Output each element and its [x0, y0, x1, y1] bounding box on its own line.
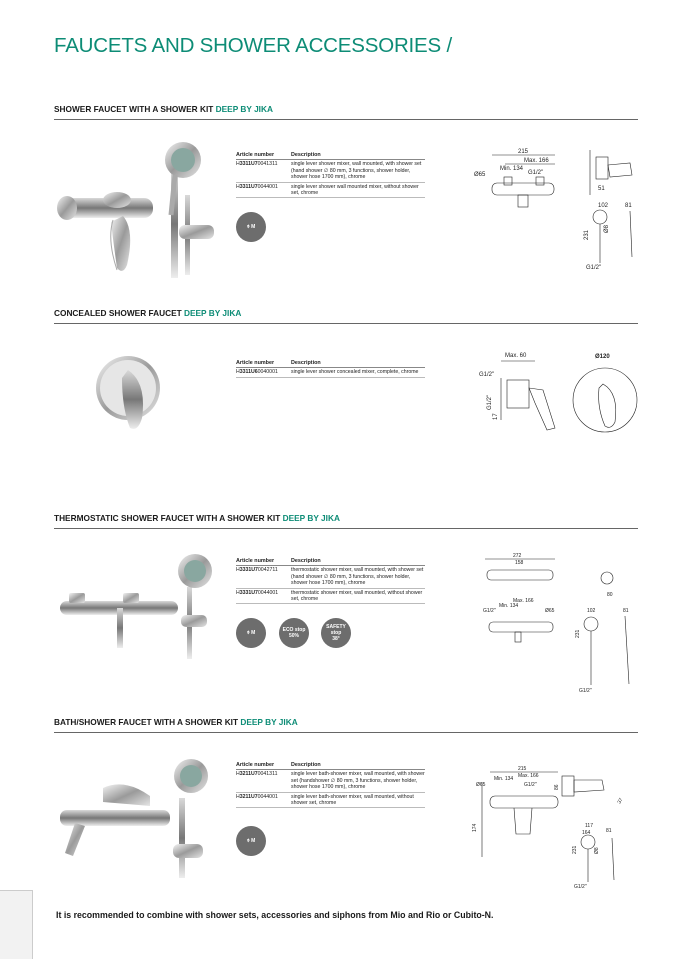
footer-note: It is recommended to combine with shower sets, accessories and siphons from Mio and Rio or Cubito-N. — [56, 910, 494, 920]
svg-text:Ø120: Ø120 — [595, 354, 610, 360]
svg-text:G1/2": G1/2" — [483, 608, 496, 614]
svg-text:Ø8: Ø8 — [604, 224, 610, 233]
svg-text:272: 272 — [513, 553, 522, 559]
table-row: H3311U70044001 single lever shower wall mounted mixer, without shower set, chrome — [236, 183, 425, 199]
svg-text:102: 102 — [587, 608, 596, 614]
section-2-table: Article number Description H3311U60040001 single lever shower concealed mixer, complete, chrome — [236, 360, 425, 378]
svg-text:G1/2": G1/2" — [524, 782, 537, 788]
svg-text:81: 81 — [625, 203, 632, 209]
page-title: FAUCETS AND SHOWER ACCESSORIES / — [54, 34, 452, 57]
svg-text:117: 117 — [585, 823, 593, 829]
svg-text:37: 37 — [616, 797, 625, 805]
section-1-title: SHOWER FAUCET WITH A SHOWER KIT — [54, 104, 216, 114]
section-4-heading — [54, 717, 638, 733]
svg-text:Ø65: Ø65 — [474, 172, 486, 178]
svg-text:158: 158 — [515, 560, 524, 566]
description-header: Description — [291, 152, 321, 158]
svg-text:Max. 166: Max. 166 — [518, 773, 539, 779]
svg-text:Min. 134: Min. 134 — [499, 603, 519, 609]
svg-text:Min. 134: Min. 134 — [500, 166, 524, 172]
svg-text:81: 81 — [623, 608, 629, 614]
svg-text:86: 86 — [554, 784, 560, 790]
section-1-heading — [54, 104, 638, 120]
section-3-heading — [54, 513, 638, 529]
svg-text:G1/2": G1/2" — [487, 394, 493, 410]
svg-text:Ø8: Ø8 — [594, 847, 600, 854]
section-4-brand: DEEP BY JIKA — [240, 717, 298, 727]
thermostatic-faucet-photo — [55, 553, 220, 663]
svg-text:G1/2": G1/2" — [479, 372, 495, 378]
svg-text:17: 17 — [493, 413, 499, 420]
bath-shower-faucet-photo — [55, 758, 220, 883]
section-4-title: BATH/SHOWER FAUCET WITH A SHOWER KIT — [54, 717, 241, 727]
svg-text:Max. 166: Max. 166 — [524, 158, 549, 164]
shower-set-icon: ⌽ M — [236, 618, 266, 648]
table-row: H3331U70042711 thermostatic shower mixer, wall mounted, with shower set (hand shower ∅ 80 mm, 3 functions, shower holder, shower hose 1700 mm), chrome — [236, 566, 425, 588]
concealed-faucet-photo — [92, 348, 164, 440]
svg-text:G1/2": G1/2" — [586, 265, 602, 270]
table-row: H3331U70044001 thermostatic shower mixer, wall mounted, without shower set, chrome — [236, 589, 425, 605]
section-3-brand: DEEP BY JIKA — [282, 513, 340, 523]
section-1-table — [236, 152, 425, 198]
shower-set-icon: ⌽ M — [236, 826, 266, 856]
svg-text:Min. 134: Min. 134 — [494, 776, 514, 782]
page-corner-tab — [0, 890, 33, 959]
bath-shower-faucet-drawing — [470, 762, 655, 890]
section-3-table: Article number Description H3331U70042711 thermostatic shower mixer, wall mounted, with shower set (hand shower ∅ 80 mm, 3 functions, shower holder, shower hose 1700 mm), chrome H3331U70044001 thermostatic shower mixer, wall mounted, without shower set, chrome — [236, 558, 425, 604]
svg-text:164: 164 — [582, 830, 591, 836]
svg-text:231: 231 — [572, 845, 578, 854]
svg-text:102: 102 — [598, 203, 609, 209]
section-2-heading — [54, 308, 638, 324]
table-row: H3211U70044001 single lever bath-shower mixer, wall mounted, without shower set, chrome — [236, 793, 425, 809]
table-row: H3311U60040001 single lever shower concealed mixer, complete, chrome — [236, 368, 425, 377]
section-2-brand: DEEP BY JIKA — [184, 308, 242, 318]
article-number-header: Article number — [236, 152, 275, 158]
table-row: H3311U70041311 single lever shower mixer, wall mounted, with shower set (hand shower ∅ 80 mm, 3 functions, shower holder, shower hose 1700 mm), chrome — [236, 160, 425, 182]
shower-faucet-photo — [55, 140, 220, 280]
thermostatic-faucet-drawing — [475, 550, 655, 695]
svg-text:231: 231 — [584, 229, 590, 240]
svg-text:231: 231 — [575, 629, 581, 638]
svg-text:Max. 166: Max. 166 — [513, 598, 534, 604]
svg-text:81: 81 — [606, 828, 612, 834]
svg-text:Ø65: Ø65 — [545, 608, 555, 614]
svg-text:Ø65: Ø65 — [476, 782, 486, 788]
section-1-brand: DEEP BY JIKA — [215, 104, 273, 114]
svg-text:G1/2": G1/2" — [579, 688, 592, 694]
svg-text:80: 80 — [607, 592, 613, 598]
svg-text:Max. 60: Max. 60 — [505, 353, 527, 359]
svg-text:G1/2": G1/2" — [574, 884, 587, 890]
section-2-title: CONCEALED SHOWER FAUCET — [54, 308, 184, 318]
svg-text:215: 215 — [518, 149, 529, 155]
section-4-table: Article number Description H3211U70041311 single lever bath-shower mixer, wall mounted, with shower set (handshower ∅ 80 mm, 3 functions, shower holder, shower hose 1700 mm), chrome H3211U70044001 single lever bath-shower mixer, wall mounted, without shower set, chrome — [236, 762, 425, 808]
svg-text:174: 174 — [472, 823, 478, 832]
svg-text:G1/2": G1/2" — [528, 170, 544, 176]
svg-text:51: 51 — [598, 186, 605, 192]
shower-faucet-drawing — [470, 145, 655, 270]
section-3-title: THERMOSTATIC SHOWER FAUCET WITH A SHOWER KIT — [54, 513, 283, 523]
shower-set-icon: ⌽ M — [236, 212, 266, 242]
svg-text:215: 215 — [518, 766, 527, 772]
table-row: H3211U70041311 single lever bath-shower mixer, wall mounted, with shower set (handshower ∅ 80 mm, 3 functions, shower holder, shower hose 1700 mm), chrome — [236, 770, 425, 792]
eco-stop-badge: ECO stop 50% — [279, 618, 309, 648]
concealed-faucet-drawing — [475, 348, 650, 448]
safety-stop-badge: SAFETY stop 38° — [321, 618, 351, 648]
